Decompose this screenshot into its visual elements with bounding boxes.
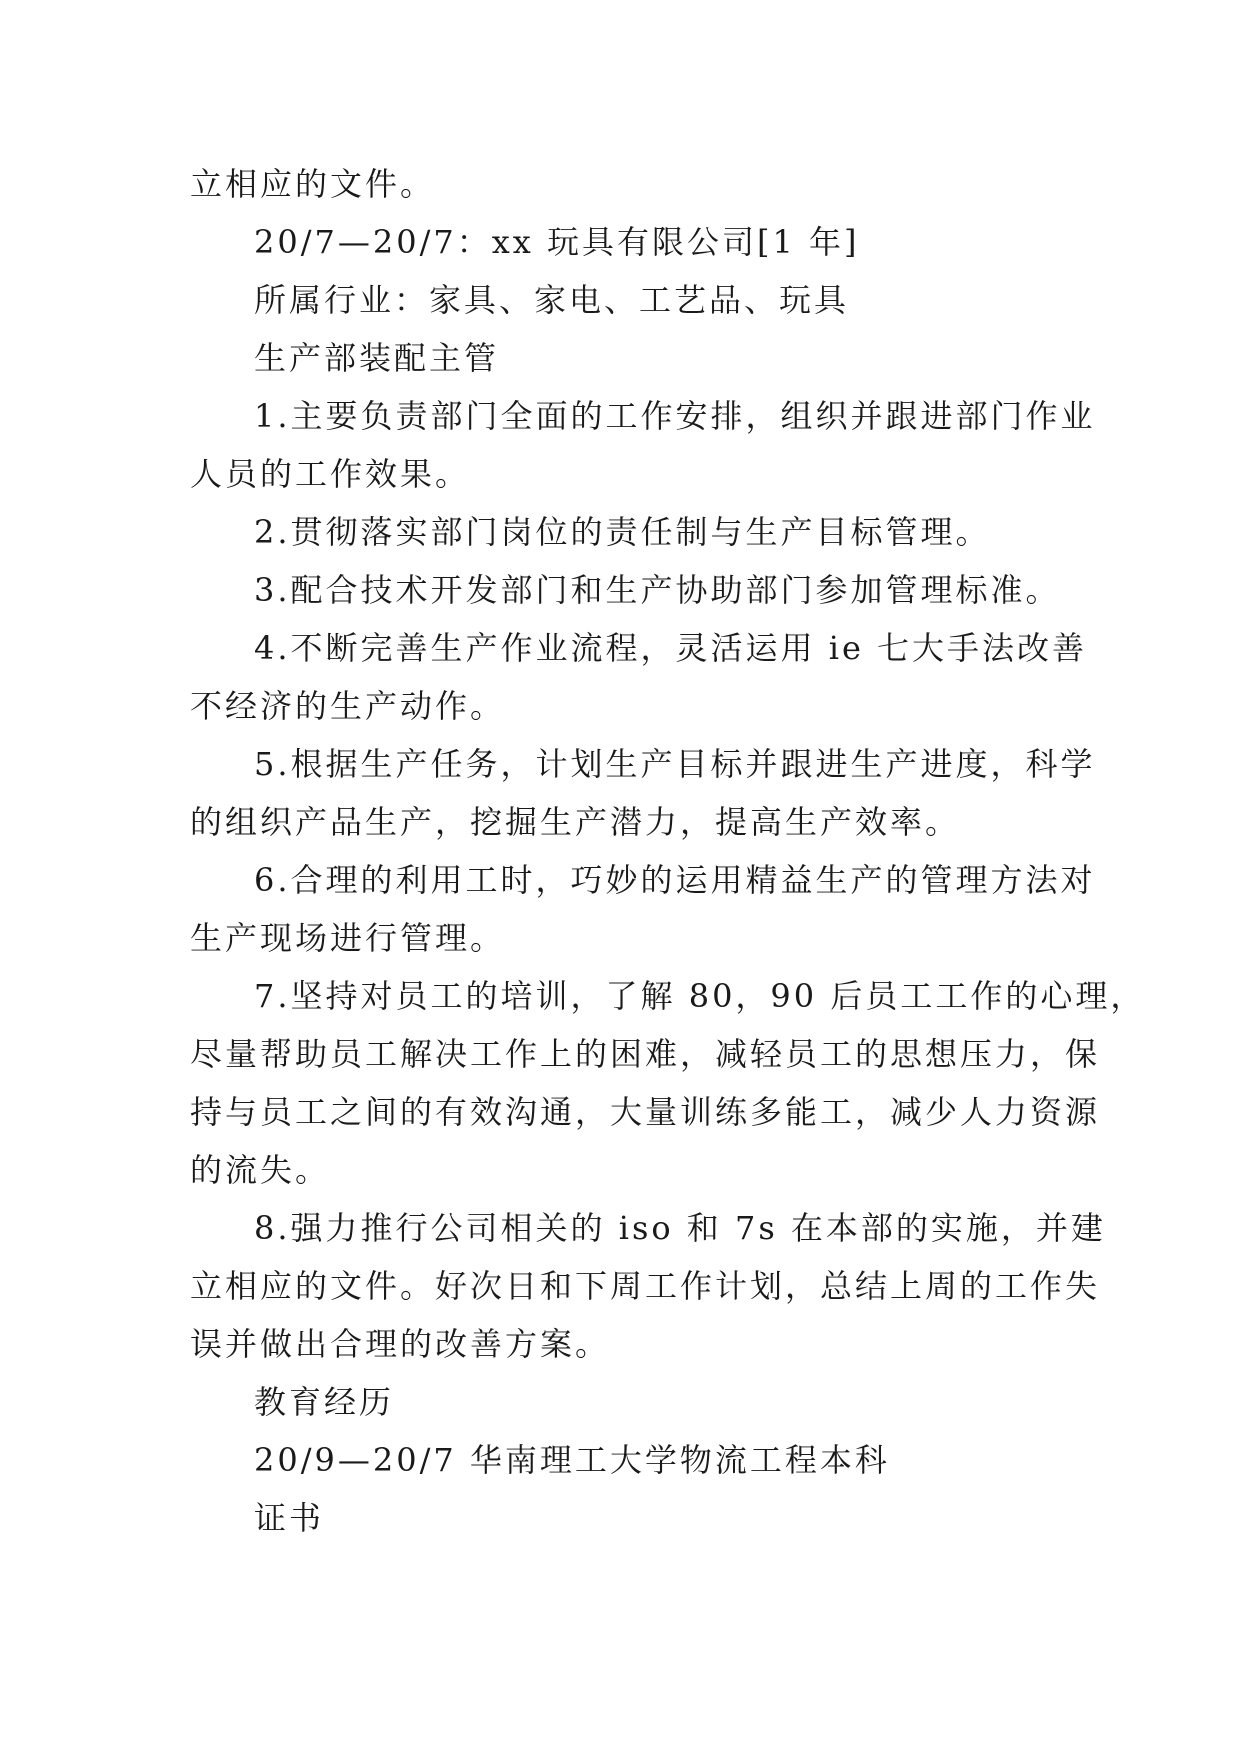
duty-item-1: 1.主要负责部门全面的工作安排，组织并跟进部门作业 <box>254 397 1096 435</box>
text-line: 误并做出合理的改善方案。 <box>190 1325 611 1363</box>
text-line: 不经济的生产动作。 <box>190 687 506 725</box>
text-line: 的流失。 <box>190 1151 331 1189</box>
text-line: 立相应的文件。 <box>190 165 436 203</box>
certificates-heading: 证书 <box>254 1499 325 1537</box>
industry-line: 所属行业：家具、家电、工艺品、玩具 <box>254 281 850 319</box>
document-body <box>190 155 1146 1547</box>
text-line: 的组织产品生产，挖掘生产潜力，提高生产效率。 <box>190 803 961 841</box>
text-line: 生产现场进行管理。 <box>190 919 506 957</box>
work-period-line: 20/7—20/7：xx 玩具有限公司[1 年] <box>254 223 860 261</box>
duty-item-4: 4.不断完善生产作业流程，灵活运用 ie 七大手法改善 <box>254 629 1088 667</box>
text-line: 立相应的文件。好次日和下周工作计划，总结上周的工作失 <box>190 1267 1101 1305</box>
duty-item-8: 8.强力推行公司相关的 iso 和 7s 在本部的实施，并建 <box>254 1209 1106 1247</box>
job-title-line: 生产部装配主管 <box>254 339 500 377</box>
duty-item-6: 6.合理的利用工时，巧妙的运用精益生产的管理方法对 <box>254 861 1096 899</box>
duty-item-5: 5.根据生产任务，计划生产目标并跟进生产进度，科学 <box>254 745 1096 783</box>
education-entry: 20/9—20/7 华南理工大学物流工程本科 <box>254 1441 890 1479</box>
duty-item-3: 3.配合技术开发部门和生产协助部门参加管理标准。 <box>254 571 1061 609</box>
text-line: 持与员工之间的有效沟通，大量训练多能工，减少人力资源 <box>190 1093 1101 1131</box>
duty-item-7: 7.坚持对员工的培训，了解 80，90 后员工工作的心理， <box>254 977 1146 1015</box>
text-line: 人员的工作效果。 <box>190 455 471 493</box>
education-heading: 教育经历 <box>254 1383 395 1421</box>
duty-item-2: 2.贯彻落实部门岗位的责任制与生产目标管理。 <box>254 513 991 551</box>
text-line: 尽量帮助员工解决工作上的困难，减轻员工的思想压力，保 <box>190 1035 1101 1073</box>
